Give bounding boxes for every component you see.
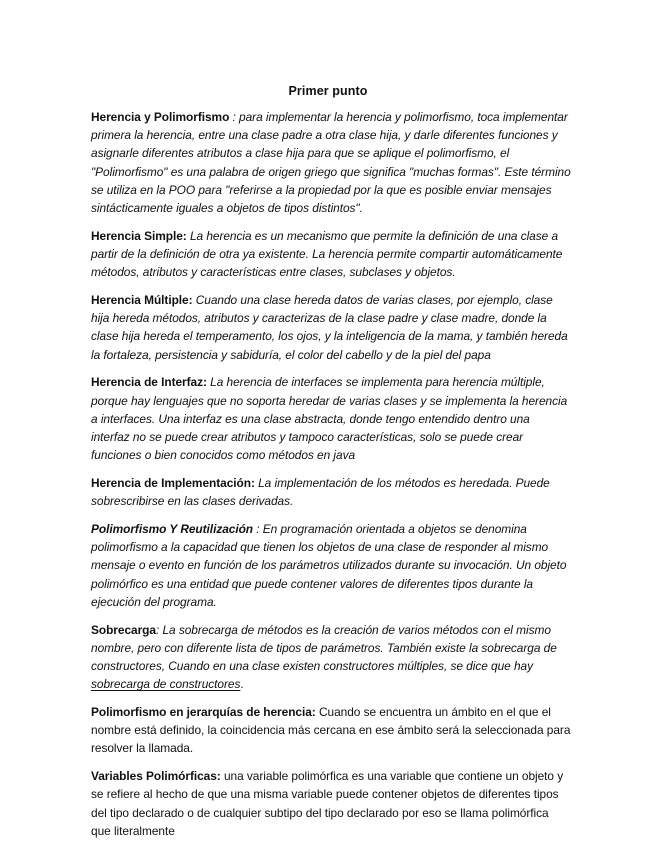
section-text: La herencia de interfaces se implementa para herencia múltiple, porque hay lenguajes que no soporta heredar de varias clases y se implementa la herencia a interfaces. Una interfaz es una clase abstracta, donde tengo entendido dentro una interfaz no se puede crear atributos y tampoco características, solo se puede crear funciones o bien conocidos como métodos en java <box>91 375 568 463</box>
section-herencia-simple <box>91 227 571 282</box>
section-heading: Herencia y Polimorfismo <box>91 110 230 124</box>
section-text: : En programación orientada a objetos se denomina polimorfismo a la capacidad que tienen los objetos de una clase de responder al mismo mensaje o evento en función de los parámetros utilizados durante su invocación. Un objeto polimórfico es una entidad que puede contener valores de diferentes tipos durante la ejecución del programa. <box>91 522 567 609</box>
section-heading: Herencia de Interfaz: <box>91 375 207 390</box>
section-heading: Polimorfismo Y Reutilización <box>91 522 254 537</box>
section-tail: . <box>240 677 244 692</box>
section-herencia-multiple <box>91 291 571 364</box>
section-sobrecarga <box>91 621 571 694</box>
section-text: : La sobrecarga de métodos es la creación de varios métodos con el mismo nombre, pero con diferente lista de tipos de parámetros. También existe la sobrecarga de constructores, Cuando en una clase existen constructores múltiples, se dice que hay <box>91 622 557 674</box>
section-heading: Polimorfismo en jerarquías de herencia: <box>91 705 316 720</box>
section-polimorfismo-jerarquias <box>91 703 571 758</box>
document-body <box>91 108 571 850</box>
section-herencia-polimorfismo <box>91 108 571 217</box>
section-heading: Variables Polimórficas: <box>91 769 221 784</box>
section-text: Cuando una clase hereda datos de varias clases, por ejemplo, clase hija hereda métodos, atributos y caracterizas de la clase padre y clase madre, donde la clase hija hereda el temperamento, los ojos, y la inteligencia de la mama, y también hereda la fortaleza, persistencia y sabiduría, el color del cabello y de la piel del papa <box>91 293 568 362</box>
section-text: La implementación de los métodos es heredada. Puede sobrescribirse en las clases derivadas. <box>91 476 550 509</box>
section-heading: Herencia Múltiple: <box>91 293 193 308</box>
section-text: Cuando se encuentra un ámbito en el que el nombre está definido, la coincidencia más cercana en ese ámbito será la seleccionada para resolver la llamada. <box>91 705 571 756</box>
page-title: Primer punto <box>288 84 368 98</box>
section-heading: Herencia de Implementación: <box>91 476 255 491</box>
section-herencia-interfaz <box>91 373 571 464</box>
section-variables-polimorficas <box>91 767 571 840</box>
section-heading: Sobrecarga <box>91 622 156 637</box>
underlined-phrase: sobrecarga de constructores <box>91 677 241 692</box>
section-polimorfismo-reutilizacion <box>91 520 571 611</box>
section-text: : para implementar la herencia y polimorfismo, toca implementar primera la herencia, entre una clase padre a otra clase hija, y darle diferentes funciones y asignarle diferentes atributos a clase hija para que se aplique el polimorfismo, el "Polimorfismo" es una palabra de origen griego que significa "muchas formas". Este término se utiliza en la POO para "referirse a la propiedad por la que es posible enviar mensajes sintácticamente iguales a objetos de tipos distintos". <box>91 110 571 216</box>
section-heading: Herencia Simple: <box>91 228 187 243</box>
section-herencia-implementacion <box>91 474 571 510</box>
section-text: una variable polimórfica es una variable que contiene un objeto y se refiere al hecho de que una misma variable puede contener objetos de diferentes tipos del tipo declarado o de cualquier subtipo del tipo declarado por eso se llama polimórfica que literalmente <box>91 769 564 838</box>
section-text: La herencia es un mecanismo que permite la definición de una clase a partir de la definición de otra ya existente. La herencia permite compartir automáticamente métodos, atributos y características entre clases, subclases y objetos. <box>91 228 563 280</box>
